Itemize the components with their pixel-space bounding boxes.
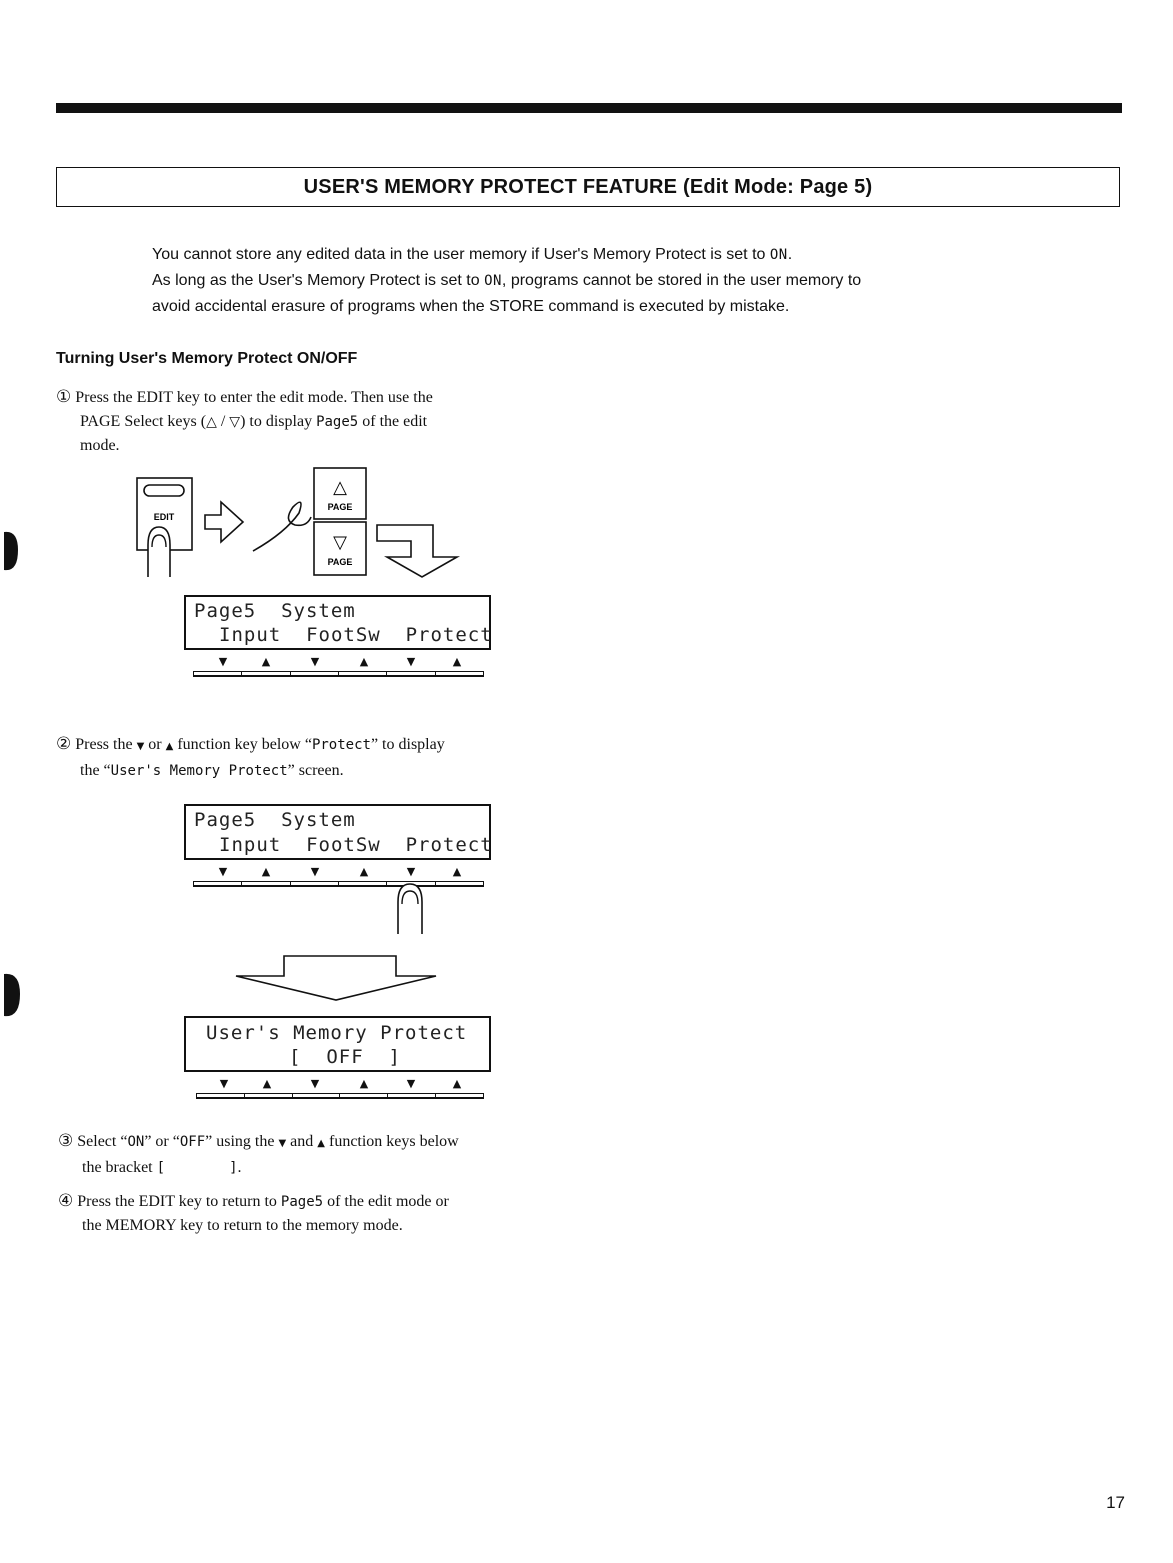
page-key-label: PAGE <box>327 502 353 512</box>
figure-edit-page-illustration <box>135 465 465 580</box>
step-1-text-end: of the edit <box>358 413 428 430</box>
intro-line-3: avoid accidental erasure of programs when the STORE command is executed by mistake. <box>152 298 790 315</box>
edit-key-label: EDIT <box>153 512 175 522</box>
lcd-word-users-memory-protect: User's Memory Protect <box>110 763 288 779</box>
intro-line-2-end: , programs cannot be stored in the user memory to <box>501 272 862 289</box>
page-down-key-illustration <box>314 522 366 575</box>
function-key-up-icon[interactable]: ▲ <box>452 1077 462 1090</box>
step-2-text-a: Press the <box>75 736 137 753</box>
step-3-text-mid: ” using the <box>205 1133 279 1150</box>
step-4-line-a <box>58 1189 618 1214</box>
function-key-up-icon[interactable]: ▲ <box>262 1077 272 1090</box>
function-keys-2 <box>193 865 484 889</box>
section-title-box <box>56 167 1120 207</box>
lcd-screen-page5-second <box>184 804 491 860</box>
lcd-word-protect: Protect <box>311 737 371 753</box>
step-1-text-a: Press the EDIT key to enter the edit mode. Then use the <box>75 389 433 406</box>
top-rule <box>56 103 1122 113</box>
lcd-line-1: User's Memory Protect <box>206 1022 468 1044</box>
lcd-line-2: [ OFF ] <box>289 1046 401 1068</box>
function-key-up-icon[interactable]: ▲ <box>359 865 369 878</box>
step-2-line-b <box>56 759 616 783</box>
page-up-symbol: △ <box>206 414 217 430</box>
function-key-up-icon[interactable]: ▲ <box>452 655 462 668</box>
step-1-line-a <box>56 385 576 410</box>
large-down-arrow-icon <box>232 952 442 1004</box>
step-3-text-end: function keys below <box>324 1133 459 1150</box>
step-2 <box>56 732 616 783</box>
function-key-down-icon[interactable]: ▼ <box>310 865 320 878</box>
up-triangle-icon: ▲ <box>317 1138 325 1149</box>
step-4-line-b: the MEMORY key to return to the memory mode. <box>82 1217 403 1234</box>
function-key-up-icon[interactable]: ▲ <box>261 865 271 878</box>
lcd-screen-memory-protect <box>184 1016 491 1072</box>
function-key-bar[interactable] <box>193 881 484 887</box>
down-right-arrow-icon <box>377 525 457 577</box>
period: . <box>237 1159 242 1176</box>
function-key-up-icon[interactable]: ▲ <box>359 1077 369 1090</box>
finger-press-icon <box>390 880 435 936</box>
function-key-down-icon[interactable]: ▼ <box>219 1077 229 1090</box>
binder-hole-mark <box>0 528 20 574</box>
down-triangle-icon: ▼ <box>136 741 145 752</box>
page-number: 17 <box>1106 1493 1125 1512</box>
function-key-down-icon[interactable]: ▼ <box>406 1077 416 1090</box>
step-number: ③ <box>58 1131 74 1151</box>
step-2-line-a <box>56 732 616 759</box>
step-3-text-b: the bracket <box>82 1159 157 1176</box>
step-1-text-mid: ) to display <box>240 413 317 430</box>
intro-line-2-text: As long as the User's Memory Protect is set to <box>152 272 485 289</box>
step-1-line-c: mode. <box>80 437 120 454</box>
or-text: or <box>144 736 166 753</box>
intro-line-1-end: . <box>787 246 793 263</box>
and-text: and <box>286 1133 318 1150</box>
on-label: ON <box>484 273 502 289</box>
lcd-line-2: Input FootSw Protect <box>219 834 493 856</box>
function-key-down-icon[interactable]: ▼ <box>218 655 228 668</box>
step-2-text-end: ” to display <box>370 736 445 753</box>
on-label: ON <box>127 1134 145 1150</box>
page-down-symbol: ▽ <box>229 414 241 430</box>
lcd-screen-page5 <box>184 595 491 650</box>
section-title: USER'S MEMORY PROTECT FEATURE (Edit Mode: Page 5) <box>303 175 873 198</box>
function-key-bar[interactable] <box>193 671 484 677</box>
triangle-down-icon: ▽ <box>333 532 347 553</box>
step-2-text-b-end: ” screen. <box>287 762 344 779</box>
step-1 <box>56 385 576 458</box>
step-1-text-b: PAGE Select keys ( <box>80 413 207 430</box>
step-4-text-a: Press the EDIT key to return to <box>77 1193 281 1210</box>
lcd-word-page5: Page5 <box>316 414 359 430</box>
hand-curve-icon <box>253 502 311 551</box>
step-number: ④ <box>58 1191 74 1211</box>
function-keys-1 <box>193 655 484 679</box>
bracket-close: ] <box>229 1160 238 1176</box>
function-key-down-icon[interactable]: ▼ <box>310 1077 320 1090</box>
function-key-up-icon[interactable]: ▲ <box>452 865 462 878</box>
lcd-line-1: Page5 System <box>194 600 356 622</box>
function-key-bar[interactable] <box>196 1093 484 1099</box>
down-triangle-icon: ▼ <box>278 1138 287 1149</box>
step-3-text-a: Select “ <box>77 1133 128 1150</box>
subheading: Turning User's Memory Protect ON/OFF <box>56 350 358 367</box>
function-key-down-icon[interactable]: ▼ <box>218 865 228 878</box>
right-arrow-icon <box>205 502 243 542</box>
intro-paragraph <box>152 242 1052 319</box>
triangle-up-icon: △ <box>333 477 347 498</box>
step-1-line-b <box>56 410 576 434</box>
function-key-down-icon[interactable]: ▼ <box>406 865 416 878</box>
step-4-text-end: of the edit mode or <box>323 1193 449 1210</box>
binder-hole-mark <box>0 970 22 1020</box>
step-3-line-b <box>58 1156 618 1180</box>
step-3-line-a <box>58 1129 618 1156</box>
function-key-down-icon[interactable]: ▼ <box>406 655 416 668</box>
function-keys-3 <box>196 1077 484 1101</box>
intro-line-2 <box>152 268 1052 294</box>
step-number: ① <box>56 387 72 407</box>
off-label: OFF <box>179 1134 206 1150</box>
slash: / <box>216 413 230 430</box>
lcd-line-1: Page5 System <box>194 809 356 831</box>
page-key-label: PAGE <box>327 557 353 567</box>
intro-line-1 <box>152 242 1052 268</box>
lcd-word-page5: Page5 <box>280 1194 324 1210</box>
lcd-line-2: Input FootSw Protect <box>219 624 493 646</box>
or-text: ” or “ <box>144 1133 180 1150</box>
step-4 <box>58 1189 618 1238</box>
on-label: ON <box>769 247 788 263</box>
step-2-text-b: the “ <box>80 762 111 779</box>
page-up-key-illustration <box>314 468 366 519</box>
function-key-up-icon[interactable]: ▲ <box>359 655 369 668</box>
step-number: ② <box>56 734 72 754</box>
edit-key-illustration <box>137 478 192 577</box>
function-key-up-icon[interactable]: ▲ <box>261 655 271 668</box>
up-triangle-icon: ▲ <box>165 741 174 752</box>
step-2-text-mid: function key below “ <box>173 736 312 753</box>
step-3 <box>58 1129 618 1180</box>
function-key-down-icon[interactable]: ▼ <box>310 655 320 668</box>
bracket-open: [ <box>156 1160 166 1176</box>
intro-line-1-text: You cannot store any edited data in the user memory if User's Memory Protect is set to <box>152 246 770 263</box>
